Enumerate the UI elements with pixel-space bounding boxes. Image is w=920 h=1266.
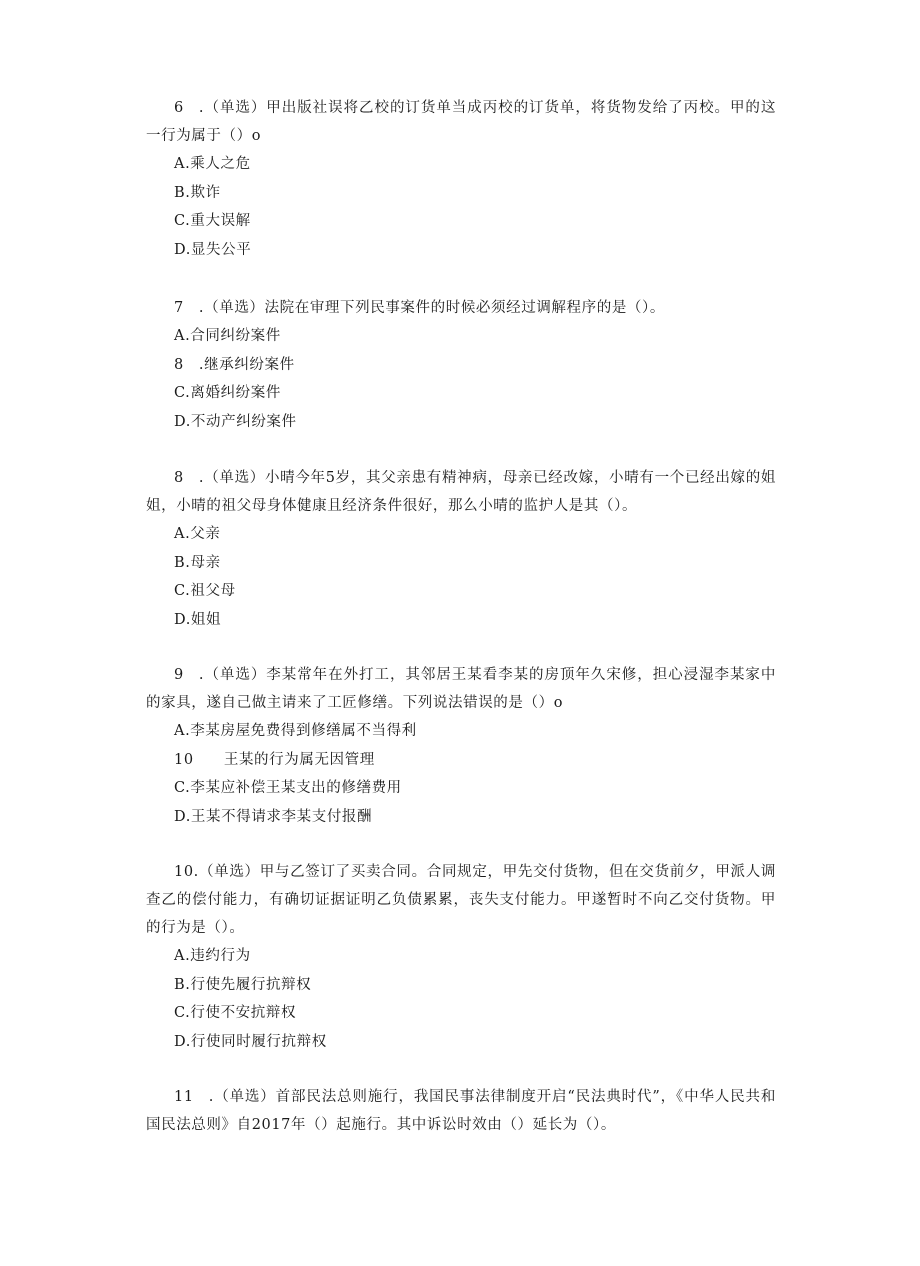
option-a: A.李某房屋免费得到修缮属不当得利 bbox=[174, 723, 417, 739]
option-list bbox=[146, 520, 776, 634]
option-list bbox=[146, 150, 776, 264]
option-d: D.行使同时履行抗辩权 bbox=[174, 1033, 327, 1050]
question-6 bbox=[146, 94, 776, 264]
option-b: B.欺诈 bbox=[174, 184, 221, 201]
question-stem: 11 .（单选）首部民法总则施行，我国民事法律制度开启“民法典时代”，《中华人民共和国民法总则》自2017年（）起施行。其中诉讼时效由（）延长为（）。 bbox=[146, 1089, 776, 1133]
question-stem: 8 .（单选）小晴今年5岁，其父亲患有精神病，母亲已经改嫁，小晴有一个已经出嫁的姐姐，小晴的祖父母身体健康且经济条件很好，那么小晴的监护人是其（）。 bbox=[146, 470, 776, 514]
option-c: C.祖父母 bbox=[174, 583, 236, 599]
option-c: C.行使不安抗辩权 bbox=[174, 1005, 297, 1021]
option-b: 8 .继承纠纷案件 bbox=[174, 356, 295, 373]
option-c: C.李某应补偿王某支出的修缮费用 bbox=[174, 780, 402, 796]
option-d: D.不动产纠纷案件 bbox=[174, 413, 297, 430]
option-b: B.母亲 bbox=[174, 554, 221, 571]
option-a: A.乘人之危 bbox=[174, 156, 251, 172]
question-9 bbox=[146, 661, 776, 831]
question-10 bbox=[146, 858, 776, 1056]
option-d: D.姐姐 bbox=[174, 611, 222, 628]
option-d: D.显失公平 bbox=[174, 241, 252, 258]
option-list bbox=[146, 942, 776, 1056]
option-list bbox=[146, 717, 776, 831]
option-c: C.重大误解 bbox=[174, 213, 251, 229]
option-a: A.父亲 bbox=[174, 526, 221, 542]
option-c: C.离婚纠纷案件 bbox=[174, 385, 281, 401]
question-stem: 9 .（单选）李某常年在外打工，其邻居王某看李某的房顶年久宋修，担心浸湿李某家中的家具，遂自己做主请来了工匠修缮。下列说法错误的是（）o bbox=[146, 667, 776, 711]
question-11 bbox=[146, 1083, 776, 1139]
question-7 bbox=[146, 294, 776, 436]
option-b: 10 王某的行为属无因管理 bbox=[174, 751, 375, 768]
question-stem: 6 .（单选）甲出版社误将乙校的订货单当成丙校的订货单，将货物发给了丙校。甲的这一行为属于（）o bbox=[146, 100, 776, 144]
option-b: B.行使先履行抗辩权 bbox=[174, 976, 312, 993]
question-stem: 10.（单选）甲与乙签订了买卖合同。合同规定，甲先交付货物，但在交货前夕，甲派人调查乙的偿付能力，有确切证据证明乙负债累累，丧失支付能力。甲遂暂时不向乙交付货物。甲的行为是（）。 bbox=[146, 864, 776, 936]
question-stem: 7 .（单选）法院在审理下列民事案件的时候必须经过调解程序的是（）。 bbox=[174, 300, 665, 316]
option-a: A.合同纠纷案件 bbox=[174, 328, 281, 344]
option-d: D.王某不得请求李某支付报酬 bbox=[174, 808, 373, 825]
option-a: A.违约行为 bbox=[174, 948, 251, 964]
option-list bbox=[146, 322, 776, 436]
question-8 bbox=[146, 464, 776, 634]
